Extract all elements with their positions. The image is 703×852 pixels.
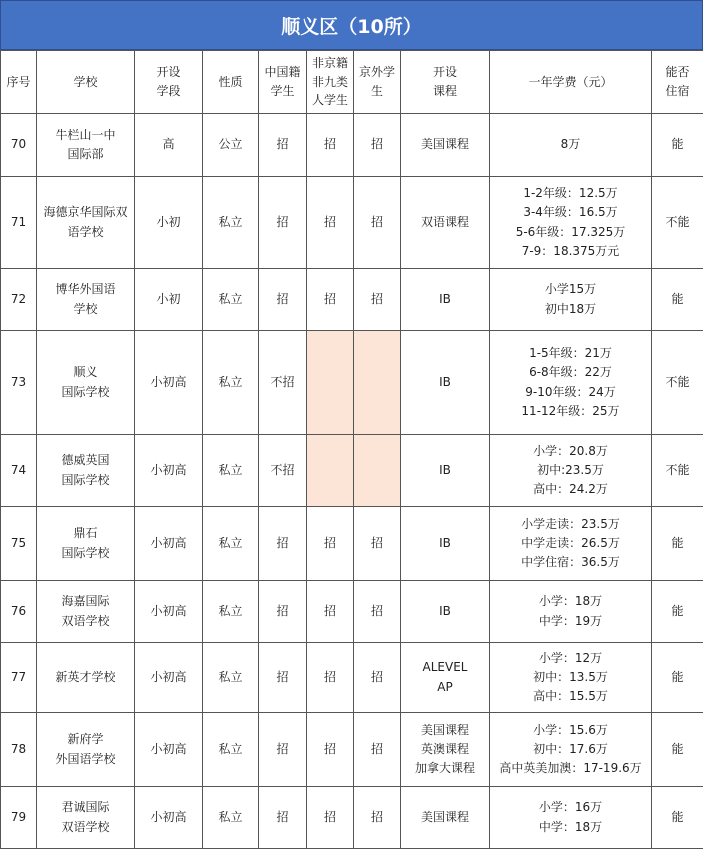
cell-type: 私立 [203,269,259,331]
cell-outside-beijing-students: 招 [354,581,401,643]
table-row [1,581,703,643]
cell-annual-fee: 8万 [490,114,652,177]
cell-type: 私立 [203,331,259,435]
cell-non-beijing-students: 招 [307,114,354,177]
table-row [1,643,703,713]
cell-boarding: 能 [652,269,703,331]
cell-type: 私立 [203,435,259,507]
cell-non-beijing-students: 招 [307,507,354,581]
cell-type: 私立 [203,507,259,581]
cell-annual-fee: 1-5年级：21万 6-8年级：22万 9-10年级：24万 11-12年级：25万 [490,331,652,435]
cell-no: 79 [1,787,37,849]
header-stage: 开设 学段 [135,51,203,114]
cell-no: 77 [1,643,37,713]
table-row [1,177,703,269]
cell-stage: 小初高 [135,581,203,643]
table-row [1,331,703,435]
header-annual-fee: 一年学费（元） [490,51,652,114]
cell-annual-fee: 小学：12万 初中：13.5万 高中：15.5万 [490,643,652,713]
cell-stage: 小初高 [135,331,203,435]
cell-type: 私立 [203,713,259,787]
cell-outside-beijing-students [354,331,401,435]
cell-course: IB [401,581,490,643]
cell-non-beijing-students: 招 [307,787,354,849]
cell-boarding: 能 [652,787,703,849]
school-table [0,50,703,849]
table-row [1,269,703,331]
header-type: 性质 [203,51,259,114]
cell-stage: 小初 [135,269,203,331]
table-title: 顺义区（10所） [0,0,703,50]
cell-non-beijing-students: 招 [307,269,354,331]
cell-boarding: 能 [652,581,703,643]
cell-no: 78 [1,713,37,787]
cell-no: 74 [1,435,37,507]
cell-type: 私立 [203,787,259,849]
cell-course: IB [401,269,490,331]
cell-course: IB [401,435,490,507]
cell-type: 私立 [203,643,259,713]
cell-no: 75 [1,507,37,581]
header-no: 序号 [1,51,37,114]
cell-chinese-students: 招 [259,787,307,849]
cell-course: 美国课程 英澳课程 加拿大课程 [401,713,490,787]
header-school: 学校 [37,51,135,114]
header-row [1,51,703,114]
cell-outside-beijing-students [354,435,401,507]
cell-school: 鼎石 国际学校 [37,507,135,581]
cell-course: 美国课程 [401,114,490,177]
header-chinese-students: 中国籍 学生 [259,51,307,114]
cell-chinese-students: 不招 [259,435,307,507]
cell-chinese-students: 招 [259,713,307,787]
cell-no: 76 [1,581,37,643]
header-course: 开设 课程 [401,51,490,114]
table-row [1,114,703,177]
cell-outside-beijing-students: 招 [354,114,401,177]
table-row [1,435,703,507]
cell-type: 私立 [203,177,259,269]
cell-annual-fee: 小学：20.8万 初中:23.5万 高中：24.2万 [490,435,652,507]
cell-stage: 小初高 [135,643,203,713]
cell-stage: 小初高 [135,787,203,849]
cell-course: IB [401,507,490,581]
cell-no: 73 [1,331,37,435]
cell-outside-beijing-students: 招 [354,643,401,713]
cell-non-beijing-students [307,435,354,507]
cell-chinese-students: 招 [259,507,307,581]
cell-boarding: 能 [652,114,703,177]
cell-outside-beijing-students: 招 [354,177,401,269]
cell-non-beijing-students: 招 [307,177,354,269]
cell-school: 牛栏山一中 国际部 [37,114,135,177]
cell-chinese-students: 招 [259,177,307,269]
table-row [1,713,703,787]
cell-outside-beijing-students: 招 [354,507,401,581]
cell-annual-fee: 小学：18万 中学：19万 [490,581,652,643]
cell-non-beijing-students: 招 [307,643,354,713]
table-row [1,507,703,581]
header-outside-beijing-students: 京外学 生 [354,51,401,114]
cell-boarding: 能 [652,713,703,787]
cell-stage: 小初高 [135,507,203,581]
cell-outside-beijing-students: 招 [354,269,401,331]
cell-chinese-students: 招 [259,643,307,713]
cell-school: 君诚国际 双语学校 [37,787,135,849]
cell-annual-fee: 小学：15.6万 初中：17.6万 高中英美加澳：17-19.6万 [490,713,652,787]
cell-course: 美国课程 [401,787,490,849]
cell-annual-fee: 1-2年级：12.5万 3-4年级：16.5万 5-6年级：17.325万 7-9：18.375万元 [490,177,652,269]
cell-chinese-students: 招 [259,581,307,643]
cell-no: 70 [1,114,37,177]
cell-course: 双语课程 [401,177,490,269]
cell-boarding: 不能 [652,331,703,435]
cell-school: 新府学 外国语学校 [37,713,135,787]
cell-school: 海嘉国际 双语学校 [37,581,135,643]
table-row [1,787,703,849]
cell-stage: 小初高 [135,713,203,787]
cell-no: 71 [1,177,37,269]
cell-course: IB [401,331,490,435]
cell-annual-fee: 小学：16万 中学：18万 [490,787,652,849]
cell-stage: 小初高 [135,435,203,507]
cell-boarding: 不能 [652,177,703,269]
cell-annual-fee: 小学走读：23.5万 中学走读：26.5万 中学住宿：36.5万 [490,507,652,581]
cell-boarding: 能 [652,507,703,581]
cell-type: 公立 [203,114,259,177]
cell-type: 私立 [203,581,259,643]
cell-boarding: 能 [652,643,703,713]
cell-school: 海德京华国际双 语学校 [37,177,135,269]
cell-non-beijing-students [307,331,354,435]
cell-non-beijing-students: 招 [307,581,354,643]
cell-school: 新英才学校 [37,643,135,713]
cell-school: 博华外国语 学校 [37,269,135,331]
cell-stage: 高 [135,114,203,177]
header-boarding: 能否 住宿 [652,51,703,114]
cell-chinese-students: 招 [259,269,307,331]
cell-outside-beijing-students: 招 [354,787,401,849]
header-non-beijing-students: 非京籍 非九类 人学生 [307,51,354,114]
cell-non-beijing-students: 招 [307,713,354,787]
cell-no: 72 [1,269,37,331]
cell-course: ALEVEL AP [401,643,490,713]
cell-outside-beijing-students: 招 [354,713,401,787]
cell-school: 德威英国 国际学校 [37,435,135,507]
cell-boarding: 不能 [652,435,703,507]
cell-chinese-students: 不招 [259,331,307,435]
cell-chinese-students: 招 [259,114,307,177]
cell-stage: 小初 [135,177,203,269]
cell-annual-fee: 小学15万 初中18万 [490,269,652,331]
cell-school: 顺义 国际学校 [37,331,135,435]
